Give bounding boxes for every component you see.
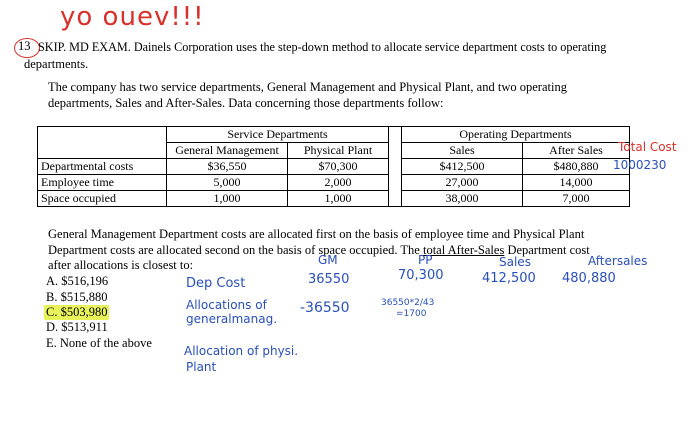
hw-dep-pp: 70,300: [398, 268, 444, 283]
hw-alloc-gm-label-2: generalmanag.: [186, 312, 278, 326]
column-header: Sales: [402, 143, 523, 159]
row-label: Departmental costs: [38, 159, 167, 175]
table-cell: $36,550: [167, 159, 288, 175]
hw-dep-sales: 412,500: [482, 271, 536, 286]
body-line-2-underlined: total After-Sales: [422, 243, 505, 257]
handwritten-note-top: yo ouev!!!: [60, 2, 205, 32]
body-line-3: after allocations is closest to:: [48, 258, 194, 272]
table-spacer: [389, 191, 402, 207]
row-label: Employee time: [38, 175, 167, 191]
table-row: [38, 191, 630, 207]
department-data-table: [37, 126, 630, 207]
hw-col-pp: PP: [418, 253, 433, 267]
table-cell: $70,300: [288, 159, 389, 175]
table-spacer: [389, 159, 402, 175]
hw-dep-cost-label: Dep Cost: [186, 276, 246, 291]
table-cell: 27,000: [402, 175, 523, 191]
option-e[interactable]: E. None of the above: [46, 336, 152, 350]
table-cell: 5,000: [167, 175, 288, 191]
table-corner: [38, 127, 167, 143]
table-cell: 2,000: [288, 175, 389, 191]
body-line-2-start: Department costs are allocated second on the basis of space occupied. The: [48, 243, 423, 257]
option-d[interactable]: D. $513,911: [46, 320, 108, 334]
table-corner: [38, 143, 167, 159]
header-operating-departments: Operating Departments: [402, 127, 630, 143]
hw-alloc-pp-label-2: Plant: [186, 360, 217, 374]
option-b[interactable]: B. $515,880: [46, 290, 108, 304]
option-c-highlighted[interactable]: C. $503,980: [46, 305, 108, 319]
table-cell: $480,880: [523, 159, 630, 175]
body-line-1: General Management Department costs are allocated first on the basis of employee time and Physical Plant: [48, 227, 585, 241]
table-row: [38, 159, 630, 175]
table-row: [38, 175, 630, 191]
column-header: Physical Plant: [288, 143, 389, 159]
total-cost-label: Total Cost: [618, 140, 677, 154]
table-cell: 14,000: [523, 175, 630, 191]
hw-alloc-calc-1: 36550*2/43: [381, 298, 435, 308]
hw-alloc-gm-value: -36550: [300, 300, 350, 316]
table-spacer: [389, 143, 402, 159]
hw-alloc-pp-label-1: Allocation of physi.: [184, 344, 299, 358]
table-cell: $412,500: [402, 159, 523, 175]
table-cell: 38,000: [402, 191, 523, 207]
question-number-text: 13: [18, 39, 31, 53]
table-cell: 1,000: [288, 191, 389, 207]
header-service-departments: Service Departments: [167, 127, 389, 143]
total-cost-value: 1000230: [613, 158, 667, 172]
table-cell: 7,000: [523, 191, 630, 207]
question-line-2: departments.: [24, 57, 89, 71]
hw-col-aftersales: Aftersales: [588, 254, 648, 268]
hw-col-sales: Sales: [499, 255, 531, 269]
hw-alloc-calc-2: =1700: [396, 309, 427, 319]
question-line-1: SKIP. MD EXAM. Dainels Corporation uses the step-down method to allocate service department costs to operating: [38, 40, 607, 54]
intro-line-1: The company has two service departments, General Management and Physical Plant, and two operating: [48, 80, 567, 94]
table-spacer: [389, 175, 402, 191]
option-a[interactable]: A. $516,196: [46, 274, 109, 288]
column-header: General Management: [167, 143, 288, 159]
table-cell: 1,000: [167, 191, 288, 207]
hw-alloc-gm-label-1: Allocations of: [186, 298, 267, 312]
hw-dep-gm: 36550: [308, 272, 350, 287]
body-line-2-end: Department cost: [504, 243, 590, 257]
column-header: After Sales: [523, 143, 630, 159]
hw-dep-aftersales: 480,880: [562, 271, 616, 286]
intro-line-2: departments, Sales and After-Sales. Data concerning those departments follow:: [48, 96, 444, 110]
row-label: Space occupied: [38, 191, 167, 207]
table-spacer: [389, 127, 402, 143]
hw-col-gm: GM: [318, 253, 338, 267]
